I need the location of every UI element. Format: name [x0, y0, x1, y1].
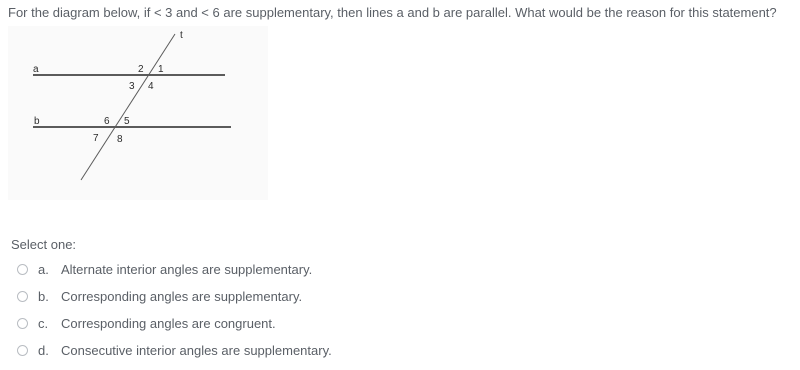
- option-c[interactable]: [17, 310, 517, 337]
- label-t: t: [180, 30, 183, 41]
- diagram-svg: [8, 26, 268, 200]
- option-text[interactable]: Alternate interior angles are supplementary.: [61, 262, 313, 277]
- angle-label-8: 8: [117, 134, 123, 145]
- radio-icon[interactable]: [17, 318, 28, 329]
- option-text[interactable]: Consecutive interior angles are supplementary.: [61, 343, 332, 358]
- parallel-lines-diagram: [8, 26, 268, 200]
- angle-label-7: 7: [93, 133, 99, 144]
- option-letter: b.: [38, 289, 49, 304]
- transversal-t: [81, 34, 175, 180]
- option-letter: d.: [38, 343, 49, 358]
- option-a[interactable]: [17, 256, 517, 283]
- option-d[interactable]: [17, 337, 517, 364]
- angle-label-6: 6: [104, 116, 110, 127]
- angle-label-3: 3: [129, 81, 135, 92]
- radio-icon[interactable]: [17, 345, 28, 356]
- question-text: For the diagram below, if < 3 and < 6 are supplementary, then lines a and b are parallel. What would be the reason for this statement?: [8, 5, 777, 20]
- option-letter: c.: [38, 316, 49, 331]
- radio-icon[interactable]: [17, 291, 28, 302]
- label-b: b: [34, 116, 40, 127]
- angle-label-4: 4: [148, 81, 154, 92]
- angle-label-2: 2: [138, 64, 144, 75]
- option-b[interactable]: [17, 283, 517, 310]
- select-one-label: Select one:: [11, 237, 77, 252]
- radio-icon[interactable]: [17, 264, 28, 275]
- angle-label-5: 5: [124, 116, 130, 127]
- angle-label-1: 1: [158, 64, 164, 75]
- option-letter: a.: [38, 262, 49, 277]
- answer-options: [17, 256, 517, 364]
- option-text[interactable]: Corresponding angles are congruent.: [61, 316, 276, 331]
- label-a: a: [33, 64, 39, 75]
- option-text[interactable]: Corresponding angles are supplementary.: [61, 289, 303, 304]
